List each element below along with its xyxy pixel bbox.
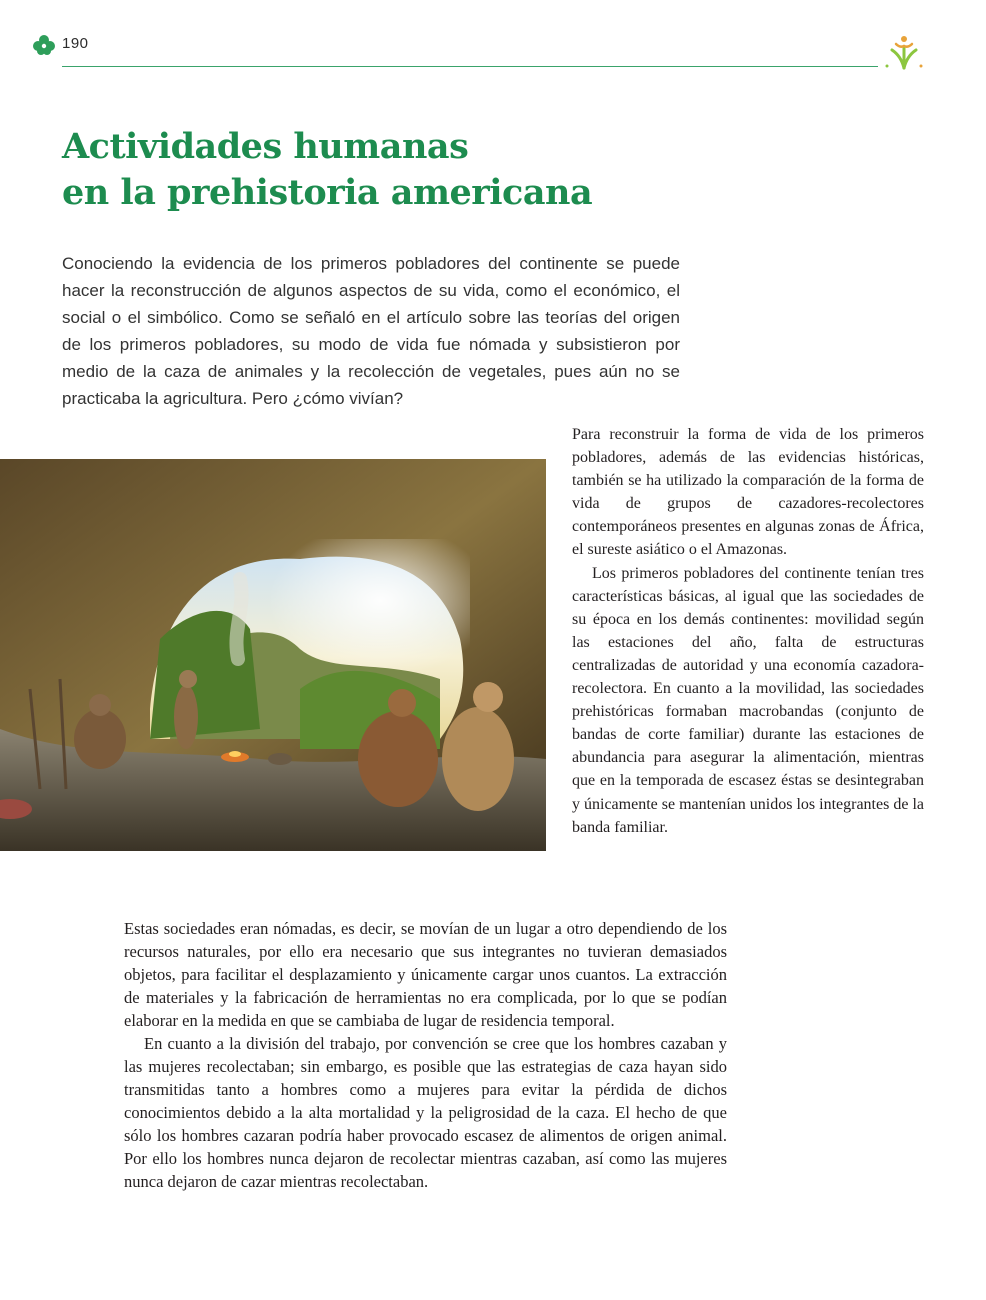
green-flower-icon xyxy=(32,34,56,56)
right-text-column xyxy=(572,423,924,839)
plant-logo-icon xyxy=(884,34,924,72)
cave-illustration xyxy=(0,459,546,851)
bottom-paragraph-1: Estas sociedades eran nómadas, es decir, se movían de un lugar a otro dependiendo de los recursos naturales, por ello era necesario que sus integrantes no tuvieran demasiados objetos, para facilitar el desplazamiento y únicamente cargar unos cuantos. La extracción de materiales y la fabricación de herramientas no era complicada, por lo que se podían elaborar en la medida en que se cambiaba de lugar de residencia temporal. xyxy=(124,919,727,1030)
bottom-paragraph-2: En cuanto a la división del trabajo, por convención se cree que los hombres cazaban y las mujeres recolectaban; sin embargo, es posible que las estrategias de caza hayan sido transmitidas tanto a hombres como a mujeres para evitar la pérdida de dichos conocimientos debido a la alta mortalidad y la peligrosidad de la caza. El hecho de que sólo los hombres cazaran podría haber provocado escasez de alimentos de origen animal. Por ello los hombres nunca dejaron de recolectar mientras cazaban, así como las mujeres nunca dejaron de cazar mientras recolectaban. xyxy=(124,1034,727,1191)
intro-paragraph: Conociendo la evidencia de los primeros pobladores del continente se puede hacer la reconstrucción de algunos aspectos de su vida, como el económico, el social o el simbólico. Como se señaló en el artículo sobre las teorías del origen de los primeros pobladores, su modo de vida fue nómada y subsistieron por medio de la caza de animales y la recolección de vegetales, pues aún no se practicaba la agricultura. Pero ¿cómo vivían? xyxy=(62,254,680,408)
page-number: 190 xyxy=(62,35,89,52)
header-rule xyxy=(62,66,878,67)
page-header xyxy=(0,0,986,80)
right-paragraph-2: Los primeros pobladores del continente tenían tres características básicas, al igual que las sociedades de su época en los demás continentes: movilidad según las estaciones del año, falta de estructuras centralizadas de autoridad y una economía cazadora-recolectora. En cuanto a la movilidad, las sociedades prehistóricas formaban macrobandas (conjunto de bandas de corte familiar) durante las estaciones de abundancia para asegurar la alimentación, mientras que en la temporada de escasez éstas se desintegraban y únicamente se mantenían unidos los integrantes de la banda familiar. xyxy=(572,564,924,836)
page-title xyxy=(62,124,592,216)
right-paragraph-1: Para reconstruir la forma de vida de los primeros pobladores, además de las evidencias históricas, también se ha utilizado la comparación de la forma de vida de grupos de cazadores-recolectores contemporáneos presentes en algunas zonas de África, el sureste asiático o el Amazonas. xyxy=(572,426,924,559)
title-line-2: en la prehistoria americana xyxy=(62,172,593,213)
title-line-1: Actividades humanas xyxy=(62,126,469,167)
bottom-text-column xyxy=(124,917,727,1193)
